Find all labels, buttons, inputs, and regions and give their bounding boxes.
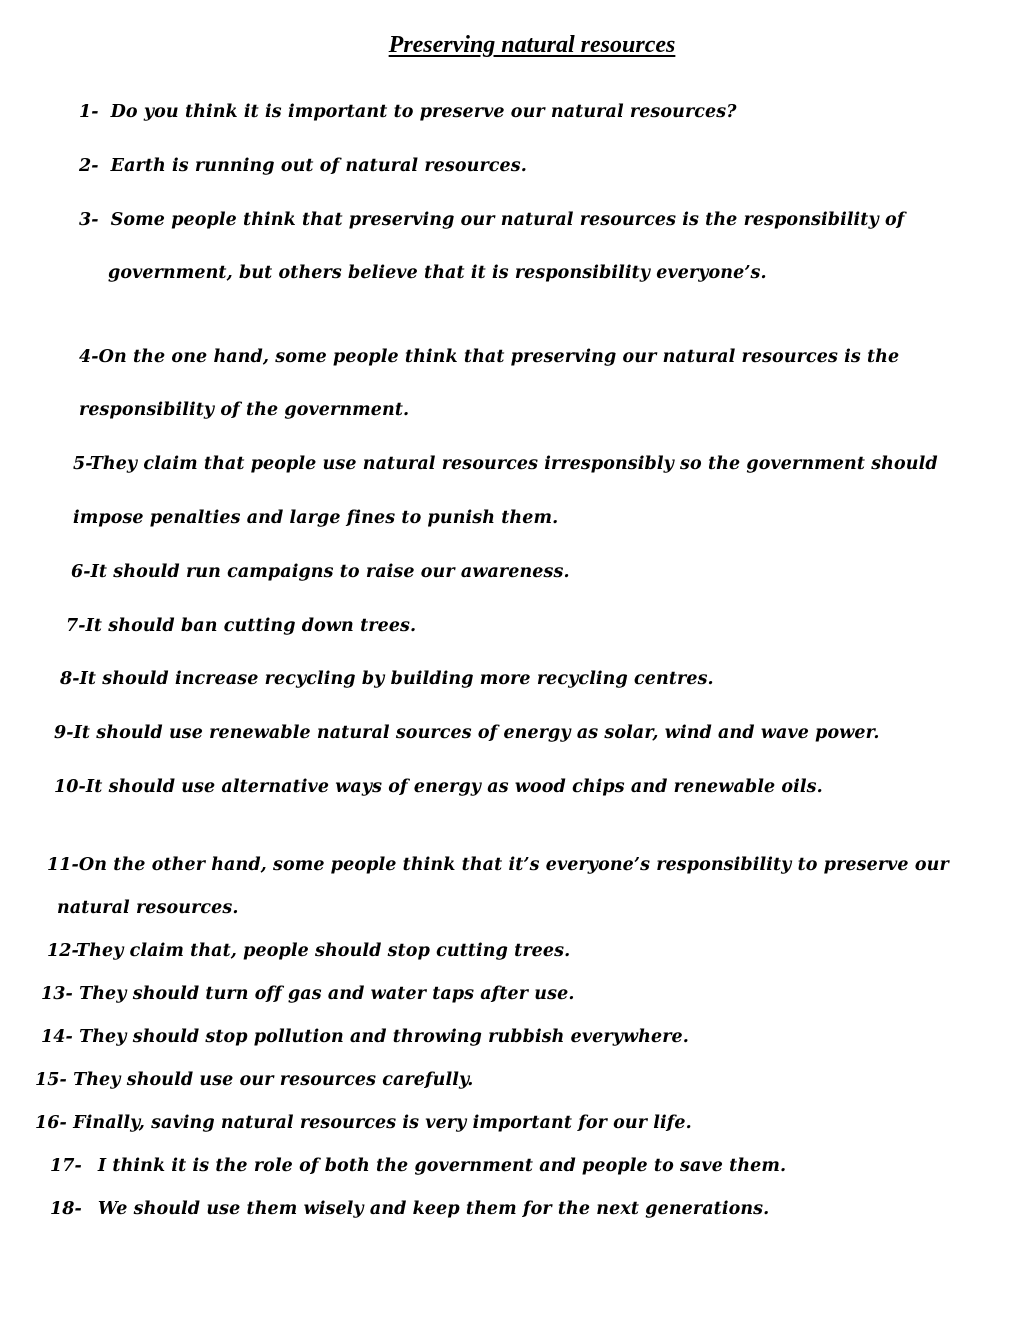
list-item-continuation: natural resources.: [57, 898, 239, 918]
item-number: 2-: [79, 156, 99, 176]
list-item: [79, 155, 527, 177]
item-number: 3-: [79, 210, 99, 230]
item-text: Do you think it is important to preserve our natural resources?: [110, 102, 737, 122]
list-item: 9-It should use renewable natural sources of energy as solar, wind and wave power.: [54, 723, 880, 743]
list-item: 15- They should use our resources carefully.: [35, 1070, 474, 1090]
item-text: Some people think that preserving our natural resources is the responsibility of: [110, 210, 905, 230]
list-item: [79, 209, 904, 231]
list-item: 6-It should run campaigns to raise our awareness.: [71, 562, 570, 582]
list-item-continuation: impose penalties and large fines to punish them.: [73, 508, 559, 528]
list-item: 10-It should use alternative ways of energy as wood chips and renewable oils.: [54, 777, 823, 797]
list-item: 12-They claim that, people should stop cutting trees.: [47, 941, 571, 961]
list-item: [50, 1155, 786, 1177]
list-item: 5-They claim that people use natural resources irresponsibly so the government should: [73, 454, 938, 474]
list-item: 14- They should stop pollution and throwing rubbish everywhere.: [41, 1027, 689, 1047]
page-title: Preserving natural resources: [388, 32, 676, 58]
item-text: We should use them wisely and keep them for the next generations.: [97, 1199, 770, 1219]
list-item-continuation: responsibility of the government.: [79, 400, 410, 420]
item-text: I think it is the role of both the government and people to save them.: [97, 1156, 787, 1176]
list-item: 8-It should increase recycling by building more recycling centres.: [60, 669, 714, 689]
list-item: 11-On the other hand, some people think that it’s everyone’s responsibility to preserve our: [47, 855, 949, 875]
list-item-continuation: government, but others believe that it is responsibility everyone’s.: [108, 263, 767, 283]
item-number: 17-: [50, 1156, 82, 1176]
list-item: [79, 101, 737, 123]
list-item: [50, 1198, 769, 1220]
list-item: 4-On the one hand, some people think that preserving our natural resources is the: [79, 347, 900, 367]
item-number: 1-: [79, 102, 99, 122]
list-item: 13- They should turn off gas and water taps after use.: [41, 984, 575, 1004]
list-item: 7-It should ban cutting down trees.: [66, 616, 417, 636]
list-item: 16- Finally, saving natural resources is very important for our life.: [35, 1113, 692, 1133]
item-number: 18-: [50, 1199, 82, 1219]
item-text: Earth is running out of natural resources.: [110, 156, 527, 176]
